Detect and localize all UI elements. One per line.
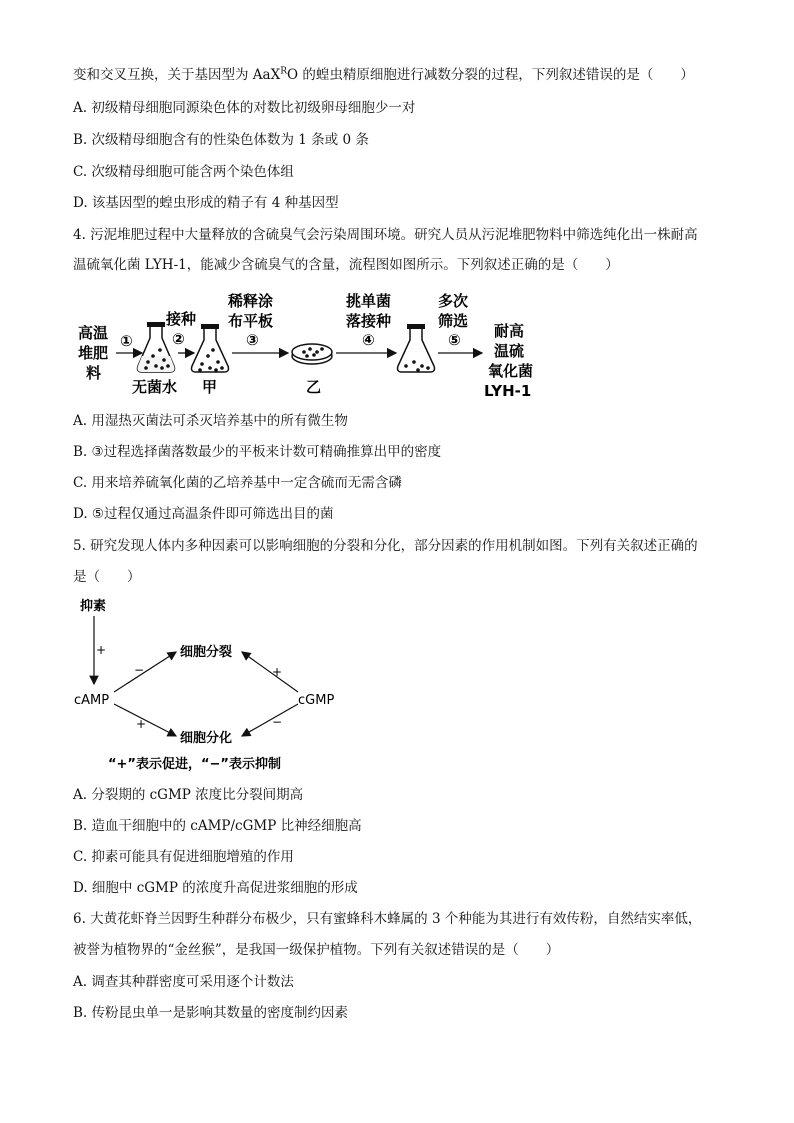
q5-legend: “+”表示促进，“−”表示抑制 [108, 757, 281, 772]
q5-option-d: D. 细胞中 cGMP 的浓度升高促进浆细胞的形成 [73, 880, 358, 896]
q3-option-a: A. 初级精母细胞同源染色体的对数比初级卵母细胞少一对 [73, 100, 416, 116]
q4-step3: ③ [246, 331, 259, 349]
q5-arrow-camp-division [114, 652, 176, 692]
q5-cgmp: cGMP [298, 693, 335, 708]
flask-3 [398, 324, 435, 372]
q4-step5-top2: 筛选 [438, 312, 469, 330]
q4-result-line4: LYH-1 [484, 382, 532, 400]
q4-option-b: B. ③过程选择菌落数最少的平板来计数可精确推算出甲的密度 [73, 444, 442, 460]
q4-step1: ① [120, 332, 133, 350]
q4-result-line1: 耐高 [494, 322, 525, 340]
q4-option-a: A. 用湿热灭菌法可杀灭培养基中的所有微生物 [73, 413, 348, 429]
q6-option-a: A. 调查其种群密度可采用逐个计数法 [73, 974, 294, 990]
q5-sign-cgmp-div: + [272, 665, 283, 679]
q5-sign-camp-div: − [134, 663, 145, 677]
q5-option-c: C. 抑素可能具有促进细胞增殖的作用 [73, 849, 294, 865]
flask-1 [138, 322, 175, 372]
q6-stem-line2: 被誉为植物界的“金丝猴”，是我国一级保护植物。下列有关叙述错误的是（ ） [73, 942, 560, 958]
q5-differentiation: 细胞分化 [180, 731, 233, 746]
q5-arrow-cgmp-division [242, 652, 298, 692]
q3-option-c: C. 次级精母细胞可能含两个染色体组 [73, 164, 294, 180]
q4-flask1-label: 无菌水 [132, 378, 178, 396]
q5-sign-inhib-camp: + [96, 643, 107, 657]
q4-option-c: C. 用来培养硫氧化菌的乙培养基中一定含硫而无需含磷 [73, 475, 402, 491]
q3-stem-sup: R [280, 66, 287, 77]
q5-mechanism-diagram [70, 594, 360, 776]
q4-step3-top1: 稀释涂 [228, 292, 274, 310]
q4-flask2-label: 甲 [202, 378, 218, 396]
q3-option-b: B. 次级精母细胞含有的性染色体数为 1 条或 0 条 [73, 132, 369, 148]
q5-camp: cAMP [74, 693, 110, 708]
q4-option-d: D. ⑤过程仅通过高温条件即可筛选出目的菌 [73, 506, 334, 522]
q5-sign-cgmp-diff: − [272, 715, 283, 729]
petri-dish [292, 344, 332, 364]
q5-arrow-cgmp-differentiation [242, 704, 298, 736]
flask-2 [192, 324, 229, 372]
q5-option-a: A. 分裂期的 cGMP 浓度比分裂间期高 [73, 787, 304, 803]
q5-sign-camp-diff: + [136, 717, 147, 731]
q4-step3-top2: 布平板 [228, 312, 274, 330]
q4-step2-top: 接种 [166, 310, 197, 328]
q3-option-d: D. 该基因型的蝗虫形成的精子有 4 种基因型 [73, 195, 339, 211]
q4-stem-line1: 4. 污泥堆肥过程中大量释放的含硫臭气会污染周围环境。研究人员从污泥堆肥物料中筛选纯化出一株耐高 [73, 227, 698, 243]
q4-source-line3: 料 [86, 364, 102, 382]
q6-stem-line1: 6. 大黄花虾脊兰因野生种群分布极少，只有蜜蜂科木蜂属的 3 个种能为其进行有效传粉，自然结实率低， [73, 911, 702, 927]
q4-step5-top1: 多次 [438, 292, 469, 310]
q4-step4-top1: 挑单菌 [346, 292, 392, 310]
q4-step5: ⑤ [448, 331, 461, 349]
q6-option-b: B. 传粉昆虫单一是影响其数量的密度制约因素 [73, 1005, 349, 1021]
q4-result-line3: 氧化菌 [488, 362, 534, 380]
q5-division: 细胞分裂 [180, 645, 233, 660]
q4-step4: ④ [362, 331, 375, 349]
q4-step2: ② [172, 330, 185, 348]
q5-stem-line2: 是（ ） [73, 569, 141, 585]
q4-dish-label: 乙 [306, 378, 322, 396]
q5-option-b: B. 造血干细胞中的 cAMP/cGMP 比神经细胞高 [73, 818, 362, 834]
q3-stem-pre: 变和交叉互换，关于基因型为 AaX [73, 67, 281, 83]
q4-source-line1: 高温 [78, 324, 109, 342]
q5-stem-line1: 5. 研究发现人体内多种因素可以影响细胞的分裂和分化，部分因素的作用机制如图。下列有关叙述正确的 [73, 538, 698, 554]
q4-stem-line2: 温硫氧化菌 LYH-1，能减少含硫臭气的含量，流程图如图所示。下列叙述正确的是（ ） [73, 257, 619, 273]
q4-result-line2: 温硫 [494, 342, 525, 360]
q4-step4-top2: 落接种 [346, 312, 392, 330]
q4-source-line2: 堆肥 [78, 344, 109, 362]
q4-flow-diagram [70, 286, 550, 406]
q3-stem-post: O 的蝗虫精原细胞进行减数分裂的过程，下列叙述错误的是（ ） [286, 67, 694, 83]
q3-stem [73, 66, 694, 84]
q5-inhibitor: 抑素 [80, 599, 107, 614]
